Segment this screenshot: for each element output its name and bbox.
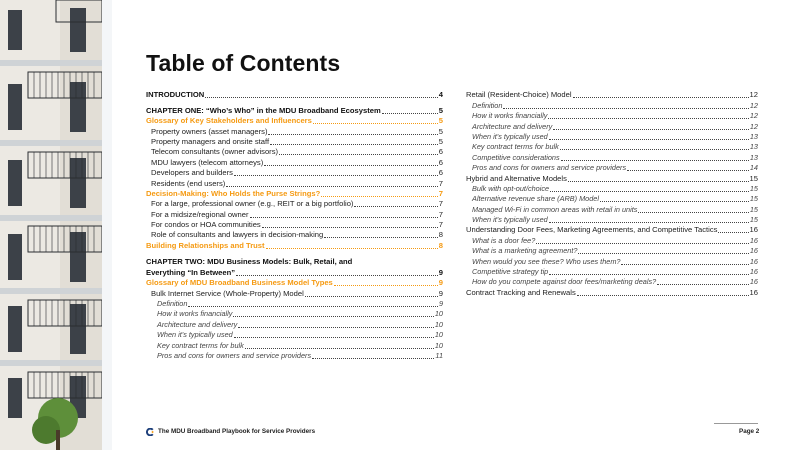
toc-entry[interactable]: MDU lawyers (telecom attorneys) 6	[151, 157, 443, 167]
toc-entry-glossary-stakeholders[interactable]: Glossary of Key Stakeholders and Influencers 5	[146, 116, 443, 126]
toc-subentry[interactable]: Definition 9	[157, 299, 443, 309]
toc-subentry[interactable]: Managed Wi-Fi in common areas with retail in units 15	[472, 204, 758, 214]
toc-entry[interactable]: For a midsize/regional owner 7	[151, 209, 443, 219]
toc-left-column	[146, 90, 443, 361]
toc-entry-chapter-one[interactable]: CHAPTER ONE: “Who’s Who” in the MDU Broadband Ecosystem 5	[146, 105, 443, 115]
toc-subentry[interactable]: Bulk with opt-out/choice 15	[472, 183, 758, 193]
toc-subentry[interactable]: Competitive considerations 13	[472, 152, 758, 162]
toc-entry-chapter-two[interactable]: CHAPTER TWO: MDU Business Models: Bulk, Retail, and Everything “In Between” 9	[146, 256, 443, 277]
toc-subentry[interactable]: What is a door fee? 16	[472, 235, 758, 245]
toc-subentry[interactable]: When it’s typically used 13	[472, 131, 758, 141]
brand-logo-icon	[146, 428, 154, 436]
toc-subentry[interactable]: Alternative revenue share (ARB) Model 15	[472, 194, 758, 204]
toc-entry[interactable]: Property owners (asset managers) 5	[151, 126, 443, 136]
toc-entry-bulk-model[interactable]: Bulk Internet Service (Whole-Property) Model 9	[151, 288, 443, 298]
chapter-two-line2: Everything “In Between”	[146, 267, 236, 277]
footer-divider	[714, 423, 758, 424]
toc-subentry[interactable]: When it’s typically used 15	[472, 215, 758, 225]
toc-subentry[interactable]: Key contract terms for bulk 10	[157, 340, 443, 350]
toc-entry[interactable]: Role of consultants and lawyers in decision-making 8	[151, 230, 443, 240]
toc-subentry[interactable]: Competitive strategy tip 16	[472, 267, 758, 277]
toc-entry[interactable]: Hybrid and Alternative Models 15	[466, 173, 758, 183]
toc-entry[interactable]: For a large, professional owner (e.g., REIT or a big portfolio) 7	[151, 199, 443, 209]
toc-subentry[interactable]: What is a marketing agreement? 16	[472, 246, 758, 256]
toc-subentry[interactable]: Key contract terms for bulk 13	[472, 142, 758, 152]
footer-title: The MDU Broadband Playbook for Service Providers	[158, 428, 316, 435]
building-photo	[0, 0, 112, 450]
toc-entry-building-relationships[interactable]: Building Relationships and Trust 8	[146, 240, 443, 250]
toc-subentry[interactable]: How it works financially 10	[157, 309, 443, 319]
page-title: Table of Contents	[146, 50, 341, 76]
toc-entry-introduction[interactable]: INTRODUCTION 4	[146, 90, 443, 100]
toc-subentry[interactable]: Architecture and delivery 12	[472, 121, 758, 131]
toc-entry[interactable]: For condos or HOA communities 7	[151, 220, 443, 230]
toc-entry-glossary-business-models[interactable]: Glossary of MDU Broadband Business Model Types 9	[146, 278, 443, 288]
toc-subentry[interactable]: How do you compete against door fees/marketing deals? 16	[472, 277, 758, 287]
toc-right-column	[466, 90, 758, 298]
toc-entry[interactable]: Retail (Resident-Choice) Model 12	[466, 90, 758, 100]
toc-entry[interactable]: Residents (end users) 7	[151, 178, 443, 188]
toc-subentry[interactable]: Definition 12	[472, 100, 758, 110]
toc-entry-decision-making[interactable]: Decision-Making: Who Holds the Purse Strings? 7	[146, 188, 443, 198]
toc-subentry[interactable]: When would you see these? Who uses them? 16	[472, 256, 758, 266]
toc-entry[interactable]: Contract Tracking and Renewals 16	[466, 287, 758, 297]
toc-entry[interactable]: Understanding Door Fees, Marketing Agreements, and Competitive Tactics 16	[466, 225, 758, 235]
toc-subentry[interactable]: When it’s typically used 10	[157, 330, 443, 340]
toc-subentry[interactable]: How it works financially 12	[472, 111, 758, 121]
page-number: Page 2	[739, 428, 760, 435]
toc-entry[interactable]: Telecom consultants (owner advisors) 6	[151, 147, 443, 157]
toc-entry[interactable]: Property managers and onsite staff 5	[151, 136, 443, 146]
toc-subentry[interactable]: Pros and cons for owners and service providers 11	[157, 350, 443, 360]
building-illustration	[0, 0, 112, 450]
toc-subentry[interactable]: Architecture and delivery 10	[157, 319, 443, 329]
chapter-two-line1: CHAPTER TWO: MDU Business Models: Bulk, Retail, and	[146, 256, 353, 266]
toc-subentry[interactable]: Pros and cons for owners and service providers 14	[472, 163, 758, 173]
toc-entry[interactable]: Developers and builders 6	[151, 168, 443, 178]
